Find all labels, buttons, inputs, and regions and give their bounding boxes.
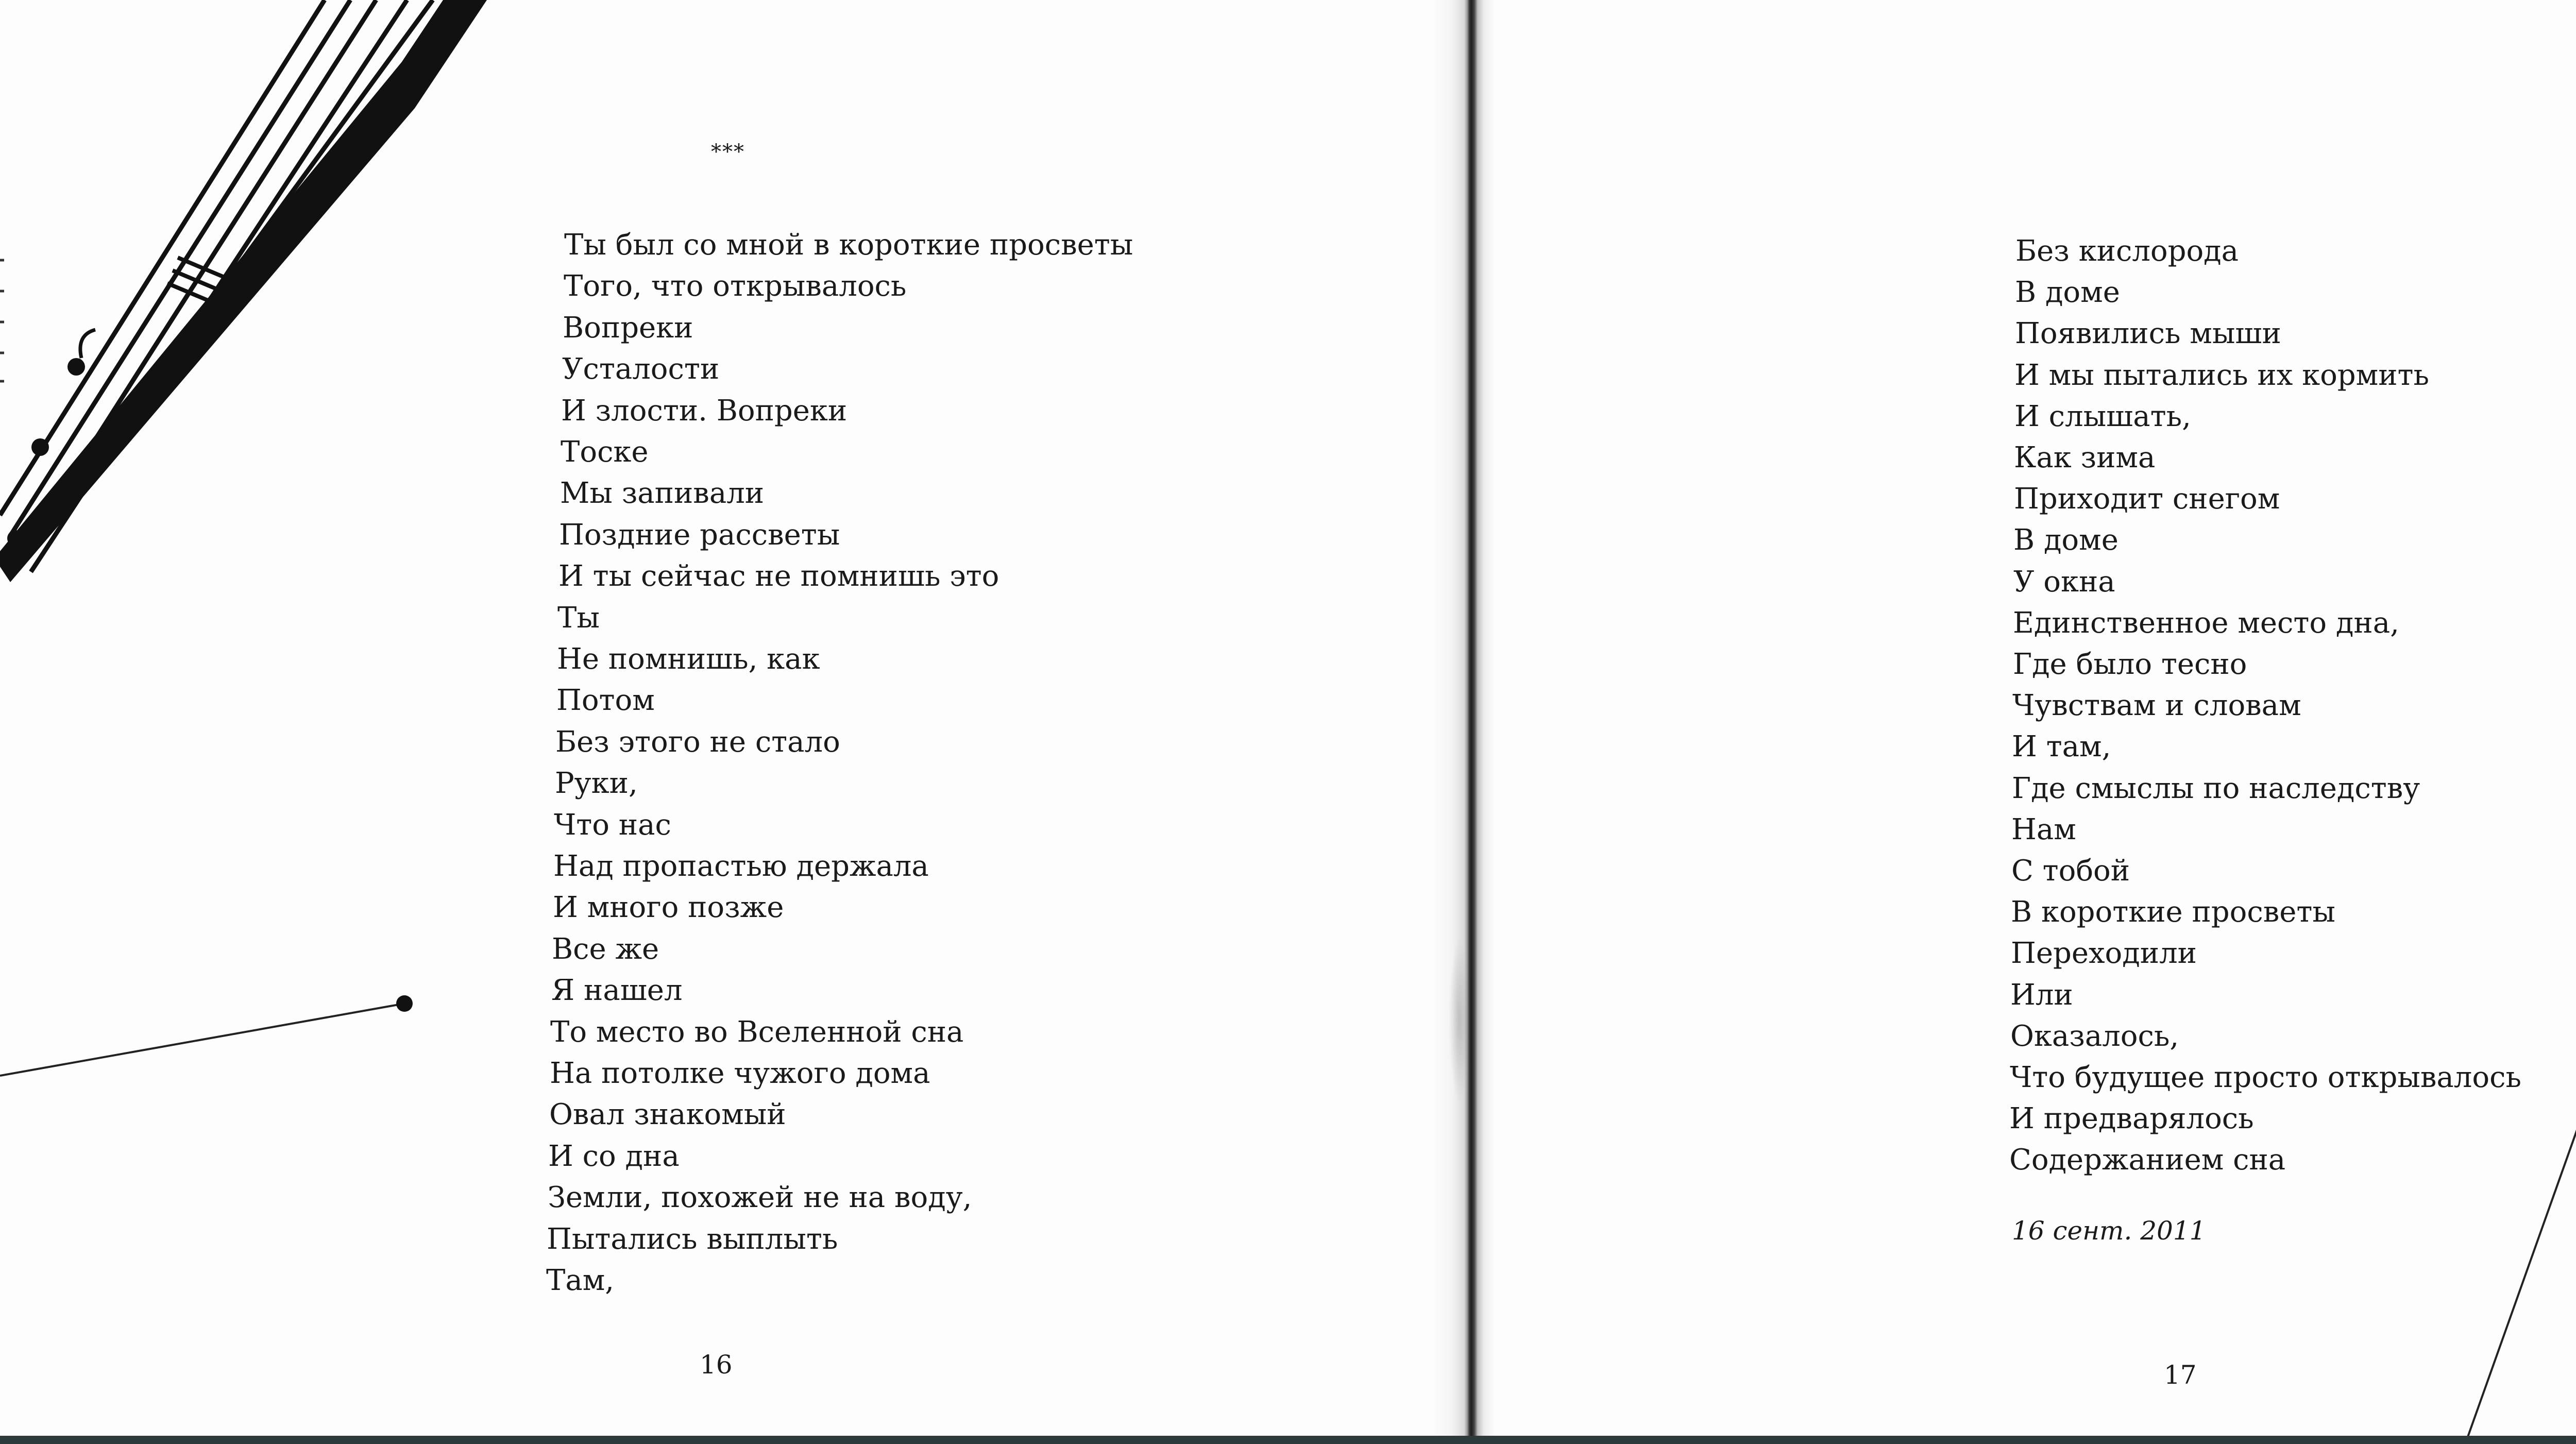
poem-line: Не помнишь, как — [557, 642, 820, 676]
poem-line: Овал знакомый — [549, 1098, 786, 1132]
poem-line: Без кислорода — [2015, 234, 2239, 268]
poem-line: Где было тесно — [2013, 648, 2247, 681]
poem-line: Чувствам и словам — [2012, 689, 2301, 723]
poem-line: В доме — [2015, 276, 2120, 310]
poem-line: И предварялось — [2009, 1102, 2254, 1136]
poem-line: Того, что открывалось — [564, 269, 907, 303]
poem-line: Нам — [2011, 812, 2076, 846]
poem-line: И там, — [2012, 730, 2111, 764]
poem-line: И со дна — [548, 1139, 680, 1173]
page-number-left: 16 — [700, 1350, 733, 1380]
poem-line: Где смыслы по наследству — [2012, 771, 2420, 805]
right-page — [1473, 0, 2576, 1444]
poem-line: С тобой — [2011, 854, 2130, 888]
poem-line: Ты — [557, 601, 600, 635]
poem-line: Земли, похожей не на воду, — [548, 1181, 972, 1215]
poem-line: На потолке чужого дома — [550, 1057, 930, 1090]
poem-line: Тоске — [561, 435, 649, 469]
poem-line: И много позже — [553, 891, 784, 925]
poem-line: И ты сейчас не помнишь это — [558, 559, 999, 593]
poem-line: Пытались выплыть — [547, 1222, 838, 1256]
poem-line: Мы запивали — [560, 477, 765, 511]
poem-line: Без этого не стало — [555, 725, 840, 759]
poem-line: Содержанием сна — [2009, 1143, 2286, 1177]
poem-line: Что нас — [554, 808, 671, 842]
poem-line: Я нашел — [551, 974, 683, 1008]
poem-line: Поздние рассветы — [559, 518, 840, 552]
poem-line: Усталости — [562, 352, 720, 386]
poem-ornament: *** — [711, 140, 745, 164]
poem-line: Потом — [556, 684, 655, 718]
poem-line: И слышать, — [2014, 399, 2191, 433]
poem-line: У окна — [2013, 565, 2115, 599]
poem-line: Появились мыши — [2015, 317, 2281, 351]
poem-line: Там, — [546, 1264, 615, 1297]
poem-line: Ты был со мной в короткие просветы — [564, 228, 1133, 262]
gutter-crease — [1449, 938, 1469, 1102]
poem-line: Над пропастью держала — [553, 850, 929, 883]
poem-line: Руки, — [555, 767, 638, 801]
poem-line: Приходит снегом — [2014, 482, 2280, 516]
poem-line: Вопреки — [563, 311, 693, 345]
poem-line: Оказалось, — [2010, 1019, 2179, 1053]
scan-edge — [0, 1436, 2576, 1444]
poem-line: Единственное место дна, — [2013, 606, 2399, 640]
poem-line: Все же — [552, 932, 659, 966]
poem-line: В короткие просветы — [2011, 895, 2335, 929]
poem-line: Или — [2010, 978, 2073, 1012]
poem-line: Как зима — [2014, 441, 2156, 474]
poem-line: В доме — [2013, 523, 2119, 557]
poem-date: 16 сент. 2011 — [2012, 1216, 2206, 1246]
poem-line: То место во Вселенной сна — [550, 1015, 964, 1049]
poem-line: И злости. Вопреки — [561, 394, 848, 428]
poem-line: Что будущее просто открывалось — [2010, 1061, 2521, 1094]
page-number-right: 17 — [2164, 1360, 2197, 1390]
poem-line: Переходили — [2011, 937, 2197, 971]
poem-line: И мы пытались их кормить — [2014, 358, 2429, 392]
